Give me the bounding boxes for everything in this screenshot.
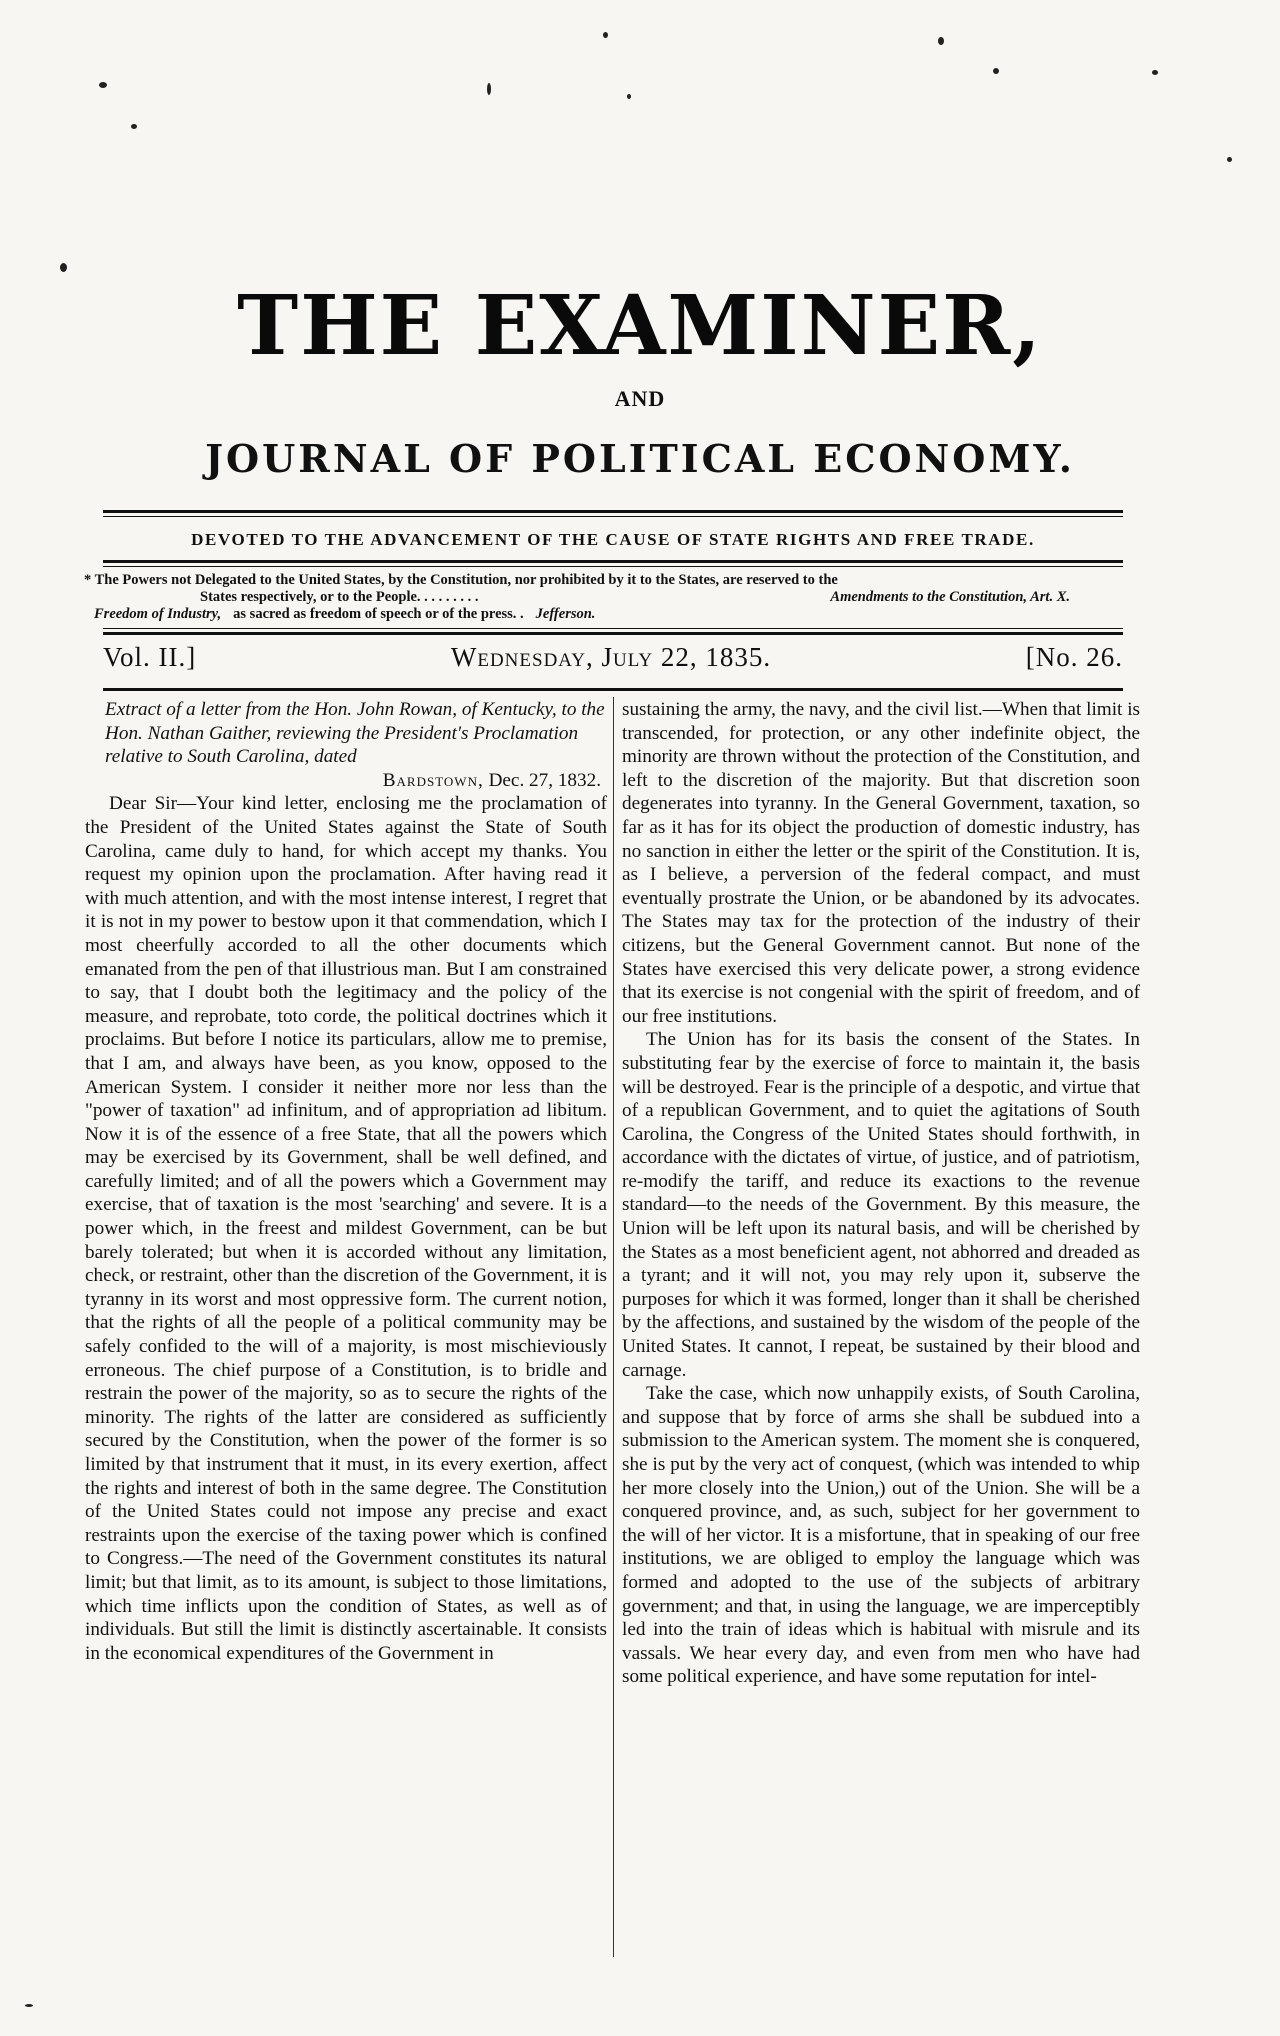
masthead-title: THE EXAMINER, [237,278,1043,374]
ink-speck [627,94,631,99]
rule-motto-thin [103,566,1123,567]
left-column [85,698,607,1665]
ink-speck [60,263,67,272]
epigraph-line-3 [80,606,1130,623]
article-paragraph: Take the case, which now unhappily exists, of South Carolina, and suppose that by force of arms she shall be subdued into a submission to the American system. The moment she is conquered, she is put by the very act of conquest, (which was intended to whip her more closely into the Union,) out of the Union. She will be a conquered province, and, as such, subject for her government to the will of her victor. It is a misfortune, that in speaking of our free institutions, we are obliged to employ the language which was formed and adopted to the use of the subjects of arbitrary government; and that, in using the language, we are imperceptibly led into the train of ideas which is habitual with misrule and its vassals. We hear every day, and even from men who have had some political experience, and have some reputation for intel- [622,1383,1140,1688]
epigraph-source-amendment: Amendments to the Constitution, Art. X. [830,589,1070,605]
article-dateline [85,769,607,793]
rule-top-thick [103,510,1123,513]
article-paragraph: The Union has for its basis the consent of the States. In substituting fear by the exercise of force to maintain it, the basis will be destroyed. Fear is the principle of a despotic, and virtue that of a republican Government, and to quiet the agitations of South Carolina, the Congress of the United States should forthwith, in accordance with the dictates of virtue, of justice, and of patriotism, re-modify the tariff, and reduce its exactions to the revenue standard—to the needs of the Government. By this measure, the Union will be left upon its natural basis, and will be cherished by the States as a most beneficient agent, not abhorred and dreaded as a tyrant; and it will not, you may rely upon it, subserve the purposes for which it was formed, longer than it shall be cherished by the affections, and sustained by the wisdom of the people of the United States. It cannot, I repeat, be sustained by their blood and carnage. [622,1029,1140,1381]
dateline-date: Dec. 27, 1832. [488,769,601,791]
rule-issue-thick [103,688,1123,691]
right-column [622,698,1140,1689]
ink-speck [131,124,137,129]
epigraph [80,572,1130,623]
ink-speck [25,2004,33,2007]
rule-epigraph-thick [103,632,1123,635]
epigraph-source-jefferson: Jefferson. [535,606,596,622]
epigraph-line-2 [80,589,1130,606]
rule-top-thin [103,516,1123,517]
motto: DEVOTED TO THE ADVANCEMENT OF THE CAUSE OF STATE RIGHTS AND FREE TRADE. [191,530,1035,549]
epigraph-line-1: * The Powers not Delegated to the United States, by the Constitution, nor prohibited by it to the States, are reserved to the [84,572,838,588]
ink-speck [1227,157,1232,162]
article-paragraph: Dear Sir—Your kind letter, enclosing me the proclamation of the President of the United States against the State of South Carolina, came duly to hand, for which accept my thanks. You request my opinion upon the proclamation. After having read it with much attention, and with the most intense interest, I regret that it is not in my power to bestow upon it that commendation, which I most cheerfully accorded to all the other documents which emanated from the pen of that illustrious man. But I am constrained to say, that I doubt both the legitimacy and the policy of the measure, and reprobate, toto corde, the political doctrines which it proclaims. But before I notice its particulars, allow me to premise, that I am, and always have been, as you know, opposed to the American System. I consider it neither more nor less than the "power of taxation" ad infinitum, and of appropriation ad libitum. Now it is of the essence of a free State, that all the powers which may be exercised by its Government, shall be well defined, and carefully limited; and of all the powers which a Government may exercise, that of taxation is the most 'searching' and severe. It is a power which, in the freest and mildest Government, can be but barely tolerated; but when it is accorded without any limitation, check, or restraint, other than the discretion of the Government, it is tyranny in its worst and most oppressive form. The current notion, that the rights of all the people of a political community may be safely confided to the will of a majority, is most mischieviously erroneous. The chief purpose of a Constitution, is to bridle and restrain the power of the majority, so as to secure the rights of the minority. The rights of the latter are considered as sufficiently secured by the Constitution, when the power of the former is so limited by that instrument that it must, in its every exertion, affect the rights and interest of both in the same degree. The Constitution of the United States could not impose any precise and exact restraints upon the exercise of the taxing power which is confined to Congress.—The need of the Government constitutes its natural limit; but that limit, as to its amount, is subject to those limitations, which time inflicts upon the condition of States, as well as of individuals. But still the limit is distinctly ascertainable. It consists in the economical expenditures of the Government in [85,793,607,1664]
ink-speck [938,37,944,45]
masthead-subtitle: JOURNAL OF POLITICAL ECONOMY. [205,436,1075,481]
ink-speck [993,68,999,74]
issue-line [103,642,1123,673]
epigraph-line-3-text: as sacred as freedom of speech or of the press. . [233,606,524,622]
issue-number: [No. 26. [1025,642,1123,672]
article-heading: Extract of a letter from the Hon. John Rowan, of Kentucky, to the Hon. Nathan Gaither, reviewing the President's Proclamation relative to South Carolina, dated [105,699,605,768]
ink-speck [487,83,491,95]
ink-speck [603,32,608,38]
column-divider [613,697,614,1957]
dateline-place: Bardstown, [382,769,484,791]
rule-motto-thick [103,560,1123,563]
masthead-and: AND [614,386,666,411]
epigraph-line-3-lead: Freedom of Industry, [94,606,222,622]
ink-speck [1152,70,1158,75]
ink-speck [99,82,107,88]
article-paragraph: sustaining the army, the navy, and the civil list.—When that limit is transcended, for protection, or any other indefinite object, the minority are thrown without the protection of the Constitution, and left to the discretion of the majority. But that discretion soon degenerates into tyranny. In the General Government, taxation, so far as it has for its object the production of domestic industry, has no sanction in either the letter or the spirit of the Constitution. It is, as I believe, a perversion of the federal compact, and must eventually prostrate the Union, or be abandoned by its advocates. The States may tax for the protection of the industry of their citizens, but the General Government cannot. But none of the States have exercised this very delicate power, a strong evidence that its exercise is not congenial with the spirit of freedom, and of our free institutions. [622,699,1140,1027]
issue-date: Wednesday, July 22, 1835. [450,642,772,672]
rule-epigraph-thin [103,628,1123,629]
epigraph-line-2-text: States respectively, or to the People. . . . . . . . . [200,589,479,605]
volume-label: Vol. II.] [103,642,197,672]
